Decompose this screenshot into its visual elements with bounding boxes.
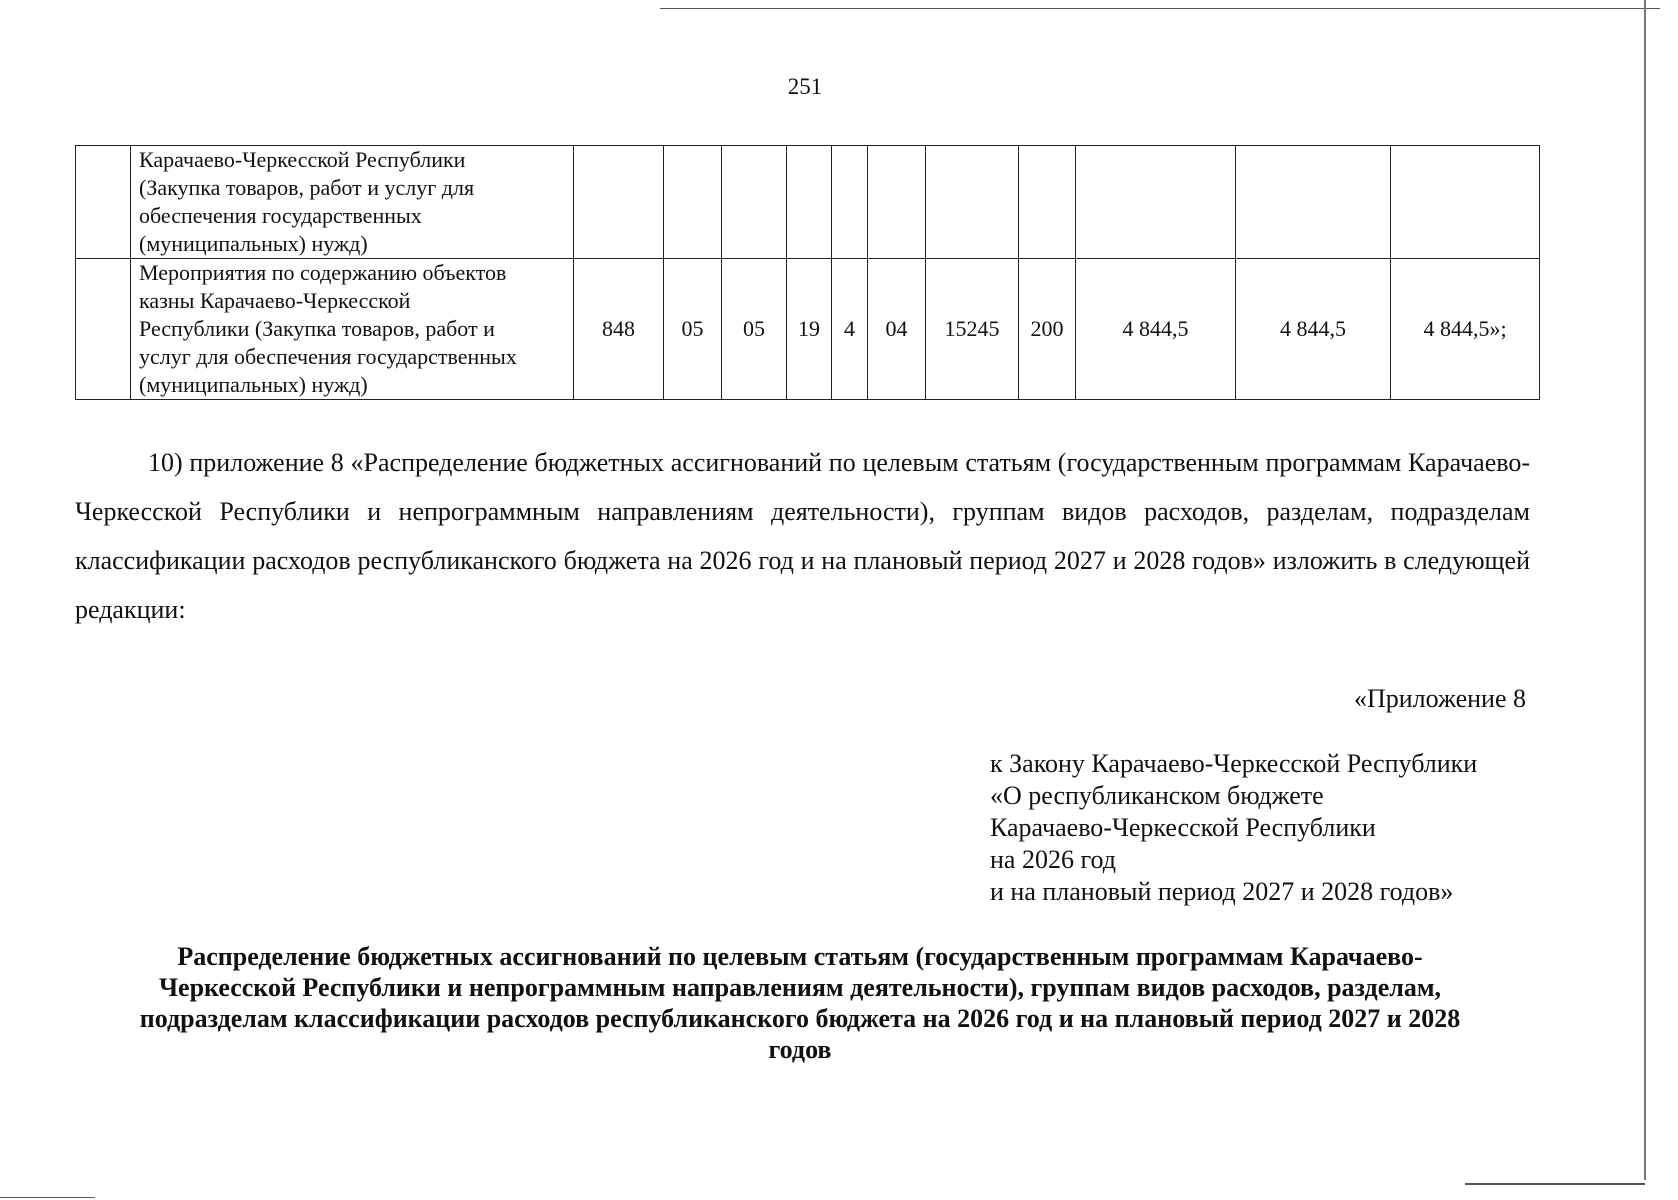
amount-2027-cell: 4 844,5 (1236, 259, 1391, 400)
scan-artifact-top (660, 8, 1660, 9)
scan-artifact-right-edge (1644, 0, 1646, 1180)
budget-table (75, 145, 1540, 400)
subsection-cell: 05 (722, 259, 787, 400)
description-line: Мероприятия по содержанию объектов (139, 260, 507, 285)
description-line: (муниципальных) нужд) (139, 231, 368, 256)
direction-cell: 15245 (926, 259, 1019, 400)
description-line: (муниципальных) нужд) (139, 372, 368, 397)
description-line: Республики (Закупка товаров, работ и (139, 316, 495, 341)
ministry-code-cell: 848 (574, 259, 664, 400)
amount-2028-cell (1391, 146, 1540, 259)
subsection-cell (722, 146, 787, 259)
law-reference-block (990, 748, 1477, 908)
program-cell: 19 (787, 259, 832, 400)
heading-line: Черкесской Республики и непрограммным направлениям деятельности), группам видов расходов, разделам, (158, 973, 1442, 1002)
description-cell (131, 259, 574, 400)
direction-cell (926, 146, 1019, 259)
description-cell (131, 146, 574, 259)
heading-line: годов (768, 1035, 832, 1064)
table-row (76, 259, 1540, 400)
subprogram-cell (832, 146, 868, 259)
activity-cell: 04 (868, 259, 926, 400)
section-cell: 05 (664, 259, 722, 400)
description-line: обеспечения государственных (139, 203, 422, 228)
description-line: (Закупка товаров, работ и услуг для (139, 175, 475, 200)
law-reference-line: Карачаево-Черкесской Республики (990, 813, 1376, 842)
section-cell (664, 146, 722, 259)
table-row (76, 146, 1540, 259)
law-reference-line: к Закону Карачаево-Черкесской Республики (990, 749, 1478, 778)
scan-artifact-bottom-left (0, 1197, 95, 1198)
row-number-cell (76, 146, 131, 259)
ministry-code-cell (574, 146, 664, 259)
law-reference-line: на 2026 год (990, 845, 1116, 874)
amount-2027-cell (1236, 146, 1391, 259)
description-line: казны Карачаево-Черкесской (139, 288, 411, 313)
heading-line: подразделам классификации расходов республиканского бюджета на 2026 год и на плановый период 2027 и 2028 (139, 1004, 1461, 1033)
row-number-cell (76, 259, 131, 400)
appendix-heading (80, 941, 1520, 1065)
amount-2026-cell: 4 844,5 (1076, 259, 1236, 400)
expense-type-cell: 200 (1019, 259, 1076, 400)
law-reference-line: «О республиканском бюджете (990, 781, 1324, 810)
expense-type-cell (1019, 146, 1076, 259)
description-line: услуг для обеспечения государственных (139, 344, 517, 369)
amount-2028-cell: 4 844,5»; (1391, 259, 1540, 400)
subprogram-cell: 4 (832, 259, 868, 400)
page-number: 251 (787, 74, 823, 99)
description-line: Карачаево-Черкесской Республики (139, 147, 466, 172)
amendment-paragraph: 10) приложение 8 «Распределение бюджетных ассигнований по целевым статьям (государственным программам Карачаево-Черкесской Республики и непрограммным направлениям деятельности), группам видов расходов, разделам, подразделам классификации расходов республиканского бюджета на 2026 год и на плановый период 2027 и 2028 годов» изложить в следующей редакции: (75, 448, 1530, 624)
appendix-label: «Приложение 8 (1353, 684, 1526, 713)
activity-cell (868, 146, 926, 259)
program-cell (787, 146, 832, 259)
scan-artifact-bottom-right (1465, 1183, 1645, 1185)
heading-line: Распределение бюджетных ассигнований по целевым статьям (государственным программам Карачаево- (177, 942, 1423, 971)
amount-2026-cell (1076, 146, 1236, 259)
law-reference-line: и на плановый период 2027 и 2028 годов» (990, 877, 1454, 906)
